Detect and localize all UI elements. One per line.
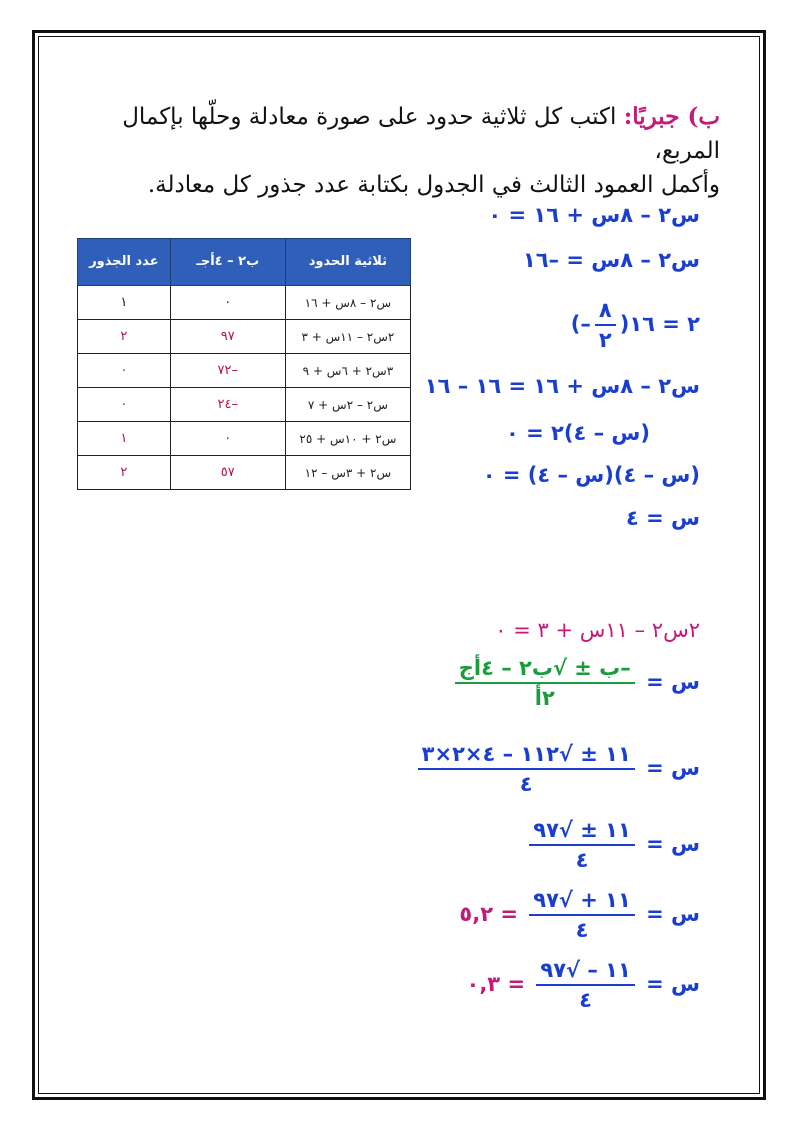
header-discriminant: ب٢ – ٤أجـ	[170, 239, 285, 286]
root-one-value: = ٥,٢	[459, 902, 518, 926]
step-half-coefficient	[571, 298, 700, 352]
formula-numerator: –ب ± √ب٢ – ٤أج	[455, 656, 635, 684]
exercise-instruction-line2: وأكمل العمود الثالث في الجدول بكتابة عدد جذور كل معادلة.	[147, 172, 720, 198]
step-equation: س٢ – ٨س + ١٦ = ٠	[488, 203, 700, 227]
roots-cell: ٠	[78, 354, 171, 388]
substitution-lhs: س =	[646, 756, 700, 780]
paren-open: (–	[570, 312, 591, 336]
discriminant-table	[77, 238, 411, 490]
step-add-square: س٢ – ٨س + ١٦ = ١٦ – ١٦	[424, 374, 700, 398]
root-two-denominator: ٤	[579, 988, 592, 1012]
trinomial-cell: ٢س٢ – ١١س + ٣	[285, 320, 410, 354]
header-roots: عدد الجذور	[78, 239, 171, 286]
roots-cell: ١	[78, 422, 171, 456]
discriminant-cell: –٢٤	[170, 388, 285, 422]
table-row	[78, 388, 411, 422]
fraction-denominator: ٢	[598, 328, 612, 352]
trinomial-cell: س٢ + ٣س – ١٢	[285, 456, 410, 490]
quadratic-equation: ٢س٢ – ١١س + ٣ = ٠	[495, 618, 700, 642]
substitution-denominator: ٤	[519, 772, 533, 796]
trinomial-cell: ٣س٢ + ٦س + ٩	[285, 354, 410, 388]
table-header-row	[78, 239, 411, 286]
discriminant-cell: –٧٢	[170, 354, 285, 388]
discriminant-cell: ٥٧	[170, 456, 285, 490]
simplified-lhs: س =	[646, 832, 700, 856]
discriminant-cell: ٩٧	[170, 320, 285, 354]
simplified-step	[525, 818, 700, 872]
table-row	[78, 286, 411, 320]
root-two-lhs: س =	[646, 972, 700, 996]
step-perfect-square: (س – ٤)٢ = ٠	[505, 421, 650, 445]
formula-lhs: س =	[646, 670, 700, 694]
simplified-numerator: ١١ ± √٩٧	[529, 818, 635, 846]
discriminant-cell: ٠	[170, 422, 285, 456]
table-row	[78, 422, 411, 456]
roots-cell: ١	[78, 286, 171, 320]
substitution-step	[414, 742, 700, 796]
step-root: س = ٤	[625, 506, 700, 530]
exercise-instruction-line1: اكتب كل ثلاثية حدود على صورة معادلة وحلّها بإكمال المربع،	[122, 104, 720, 164]
table-row	[78, 320, 411, 354]
roots-cell: ٢	[78, 456, 171, 490]
trinomial-cell: س٢ + ١٠س + ٢٥	[285, 422, 410, 456]
roots-cell: ٢	[78, 320, 171, 354]
trinomial-cell: س٢ – ٨س + ١٦	[285, 286, 410, 320]
header-trinomial: ثلاثية الحدود	[285, 239, 410, 286]
table-row	[78, 354, 411, 388]
root-one-denominator: ٤	[575, 918, 589, 942]
discriminant-cell: ٠	[170, 286, 285, 320]
root-one-numerator: ١١ + √٩٧	[529, 888, 635, 916]
step-move-constant: س٢ – ٨س = –١٦	[522, 248, 700, 272]
substitution-numerator: ١١ ± √١١٢ – ٤×٢×٣	[418, 742, 635, 770]
formula-denominator: ٢أ	[534, 686, 555, 710]
root-two-step	[467, 958, 700, 1012]
simplified-denominator: ٤	[575, 848, 589, 872]
roots-cell: ٠	[78, 388, 171, 422]
quadratic-formula	[451, 656, 700, 710]
paren-close-equals: )٢ = ١٦	[619, 312, 700, 336]
exercise-label: ب) جبريًا:	[623, 103, 720, 130]
root-two-numerator: ١١ – √٩٧	[536, 958, 634, 986]
root-one-step	[459, 888, 700, 942]
root-one-lhs: س =	[646, 902, 700, 926]
exercise-heading	[70, 100, 720, 202]
trinomial-cell: س٢ – ٢س + ٧	[285, 388, 410, 422]
step-factored: (س – ٤)(س – ٤) = ٠	[482, 463, 700, 487]
table-row	[78, 456, 411, 490]
root-two-value: = ٠,٣	[466, 972, 526, 996]
fraction-numerator: ٨	[595, 298, 616, 326]
